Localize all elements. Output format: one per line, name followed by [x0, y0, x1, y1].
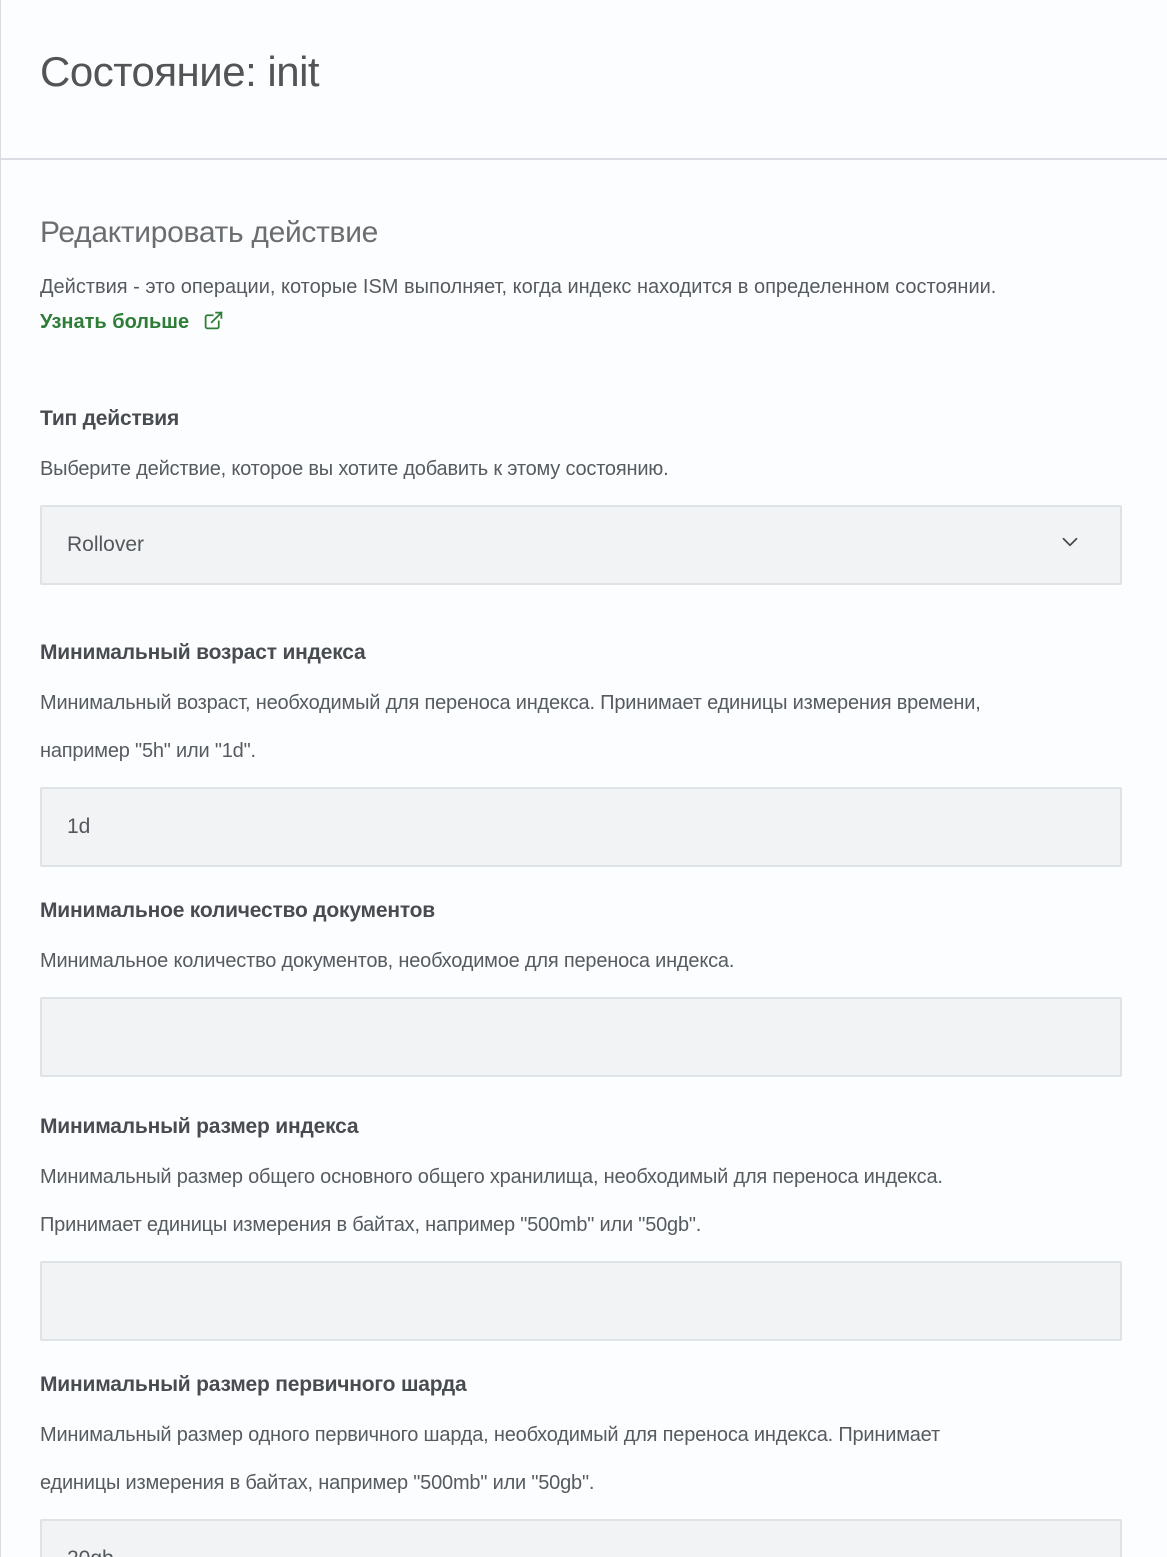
- min-doc-count-input[interactable]: [40, 997, 1122, 1077]
- learn-more-link[interactable]: Узнать больше: [40, 311, 190, 333]
- section-description: [40, 270, 1122, 343]
- section-description-text: Действия - это операции, которые ISM выполняет, когда индекс находится в определенном состоянии.: [40, 276, 997, 298]
- field-action-type: [40, 405, 1122, 585]
- edit-action-panel: [1, 160, 1167, 1557]
- min-index-age-input[interactable]: [40, 787, 1122, 867]
- field-label: Минимальный размер первичного шарда: [40, 1373, 467, 1396]
- flyout-header: [1, 0, 1167, 160]
- field-help: Минимальное количество документов, необходимое для переноса индекса.: [40, 950, 735, 972]
- field-help: Минимальный размер одного первичного шарда, необходимый для переноса индекса. Принимает единицы измерения в байтах, например "500mb" или "50gb".: [40, 1424, 940, 1494]
- field-help: Минимальный возраст, необходимый для переноса индекса. Принимает единицы измерения времени, например "5h" или "1d".: [40, 692, 981, 762]
- page-title: Состояние: init: [40, 48, 320, 95]
- field-label: Минимальное количество документов: [40, 899, 435, 922]
- action-type-selected-value: Rollover: [67, 533, 145, 556]
- field-help: Минимальный размер общего основного общего хранилища, необходимый для переноса индекса. Принимает единицы измерения в байтах, например "500mb" или "50gb".: [40, 1166, 943, 1236]
- field-min-doc-count: [40, 897, 1122, 1077]
- external-link-icon: [203, 308, 224, 343]
- field-min-index-age: [40, 639, 1122, 867]
- min-index-size-input[interactable]: [40, 1261, 1122, 1341]
- field-min-index-size: [40, 1113, 1122, 1341]
- field-label: Минимальный размер индекса: [40, 1115, 359, 1138]
- field-label: Минимальный возраст индекса: [40, 641, 366, 664]
- field-label: Тип действия: [40, 407, 180, 430]
- field-help: Выберите действие, которое вы хотите добавить к этому состоянию.: [40, 458, 669, 480]
- min-primary-shard-size-input[interactable]: [40, 1519, 1122, 1557]
- chevron-down-icon: [1057, 529, 1083, 561]
- section-title: Редактировать действие: [40, 216, 379, 249]
- field-min-primary-shard-size: [40, 1371, 1122, 1557]
- action-type-select[interactable]: [40, 505, 1122, 585]
